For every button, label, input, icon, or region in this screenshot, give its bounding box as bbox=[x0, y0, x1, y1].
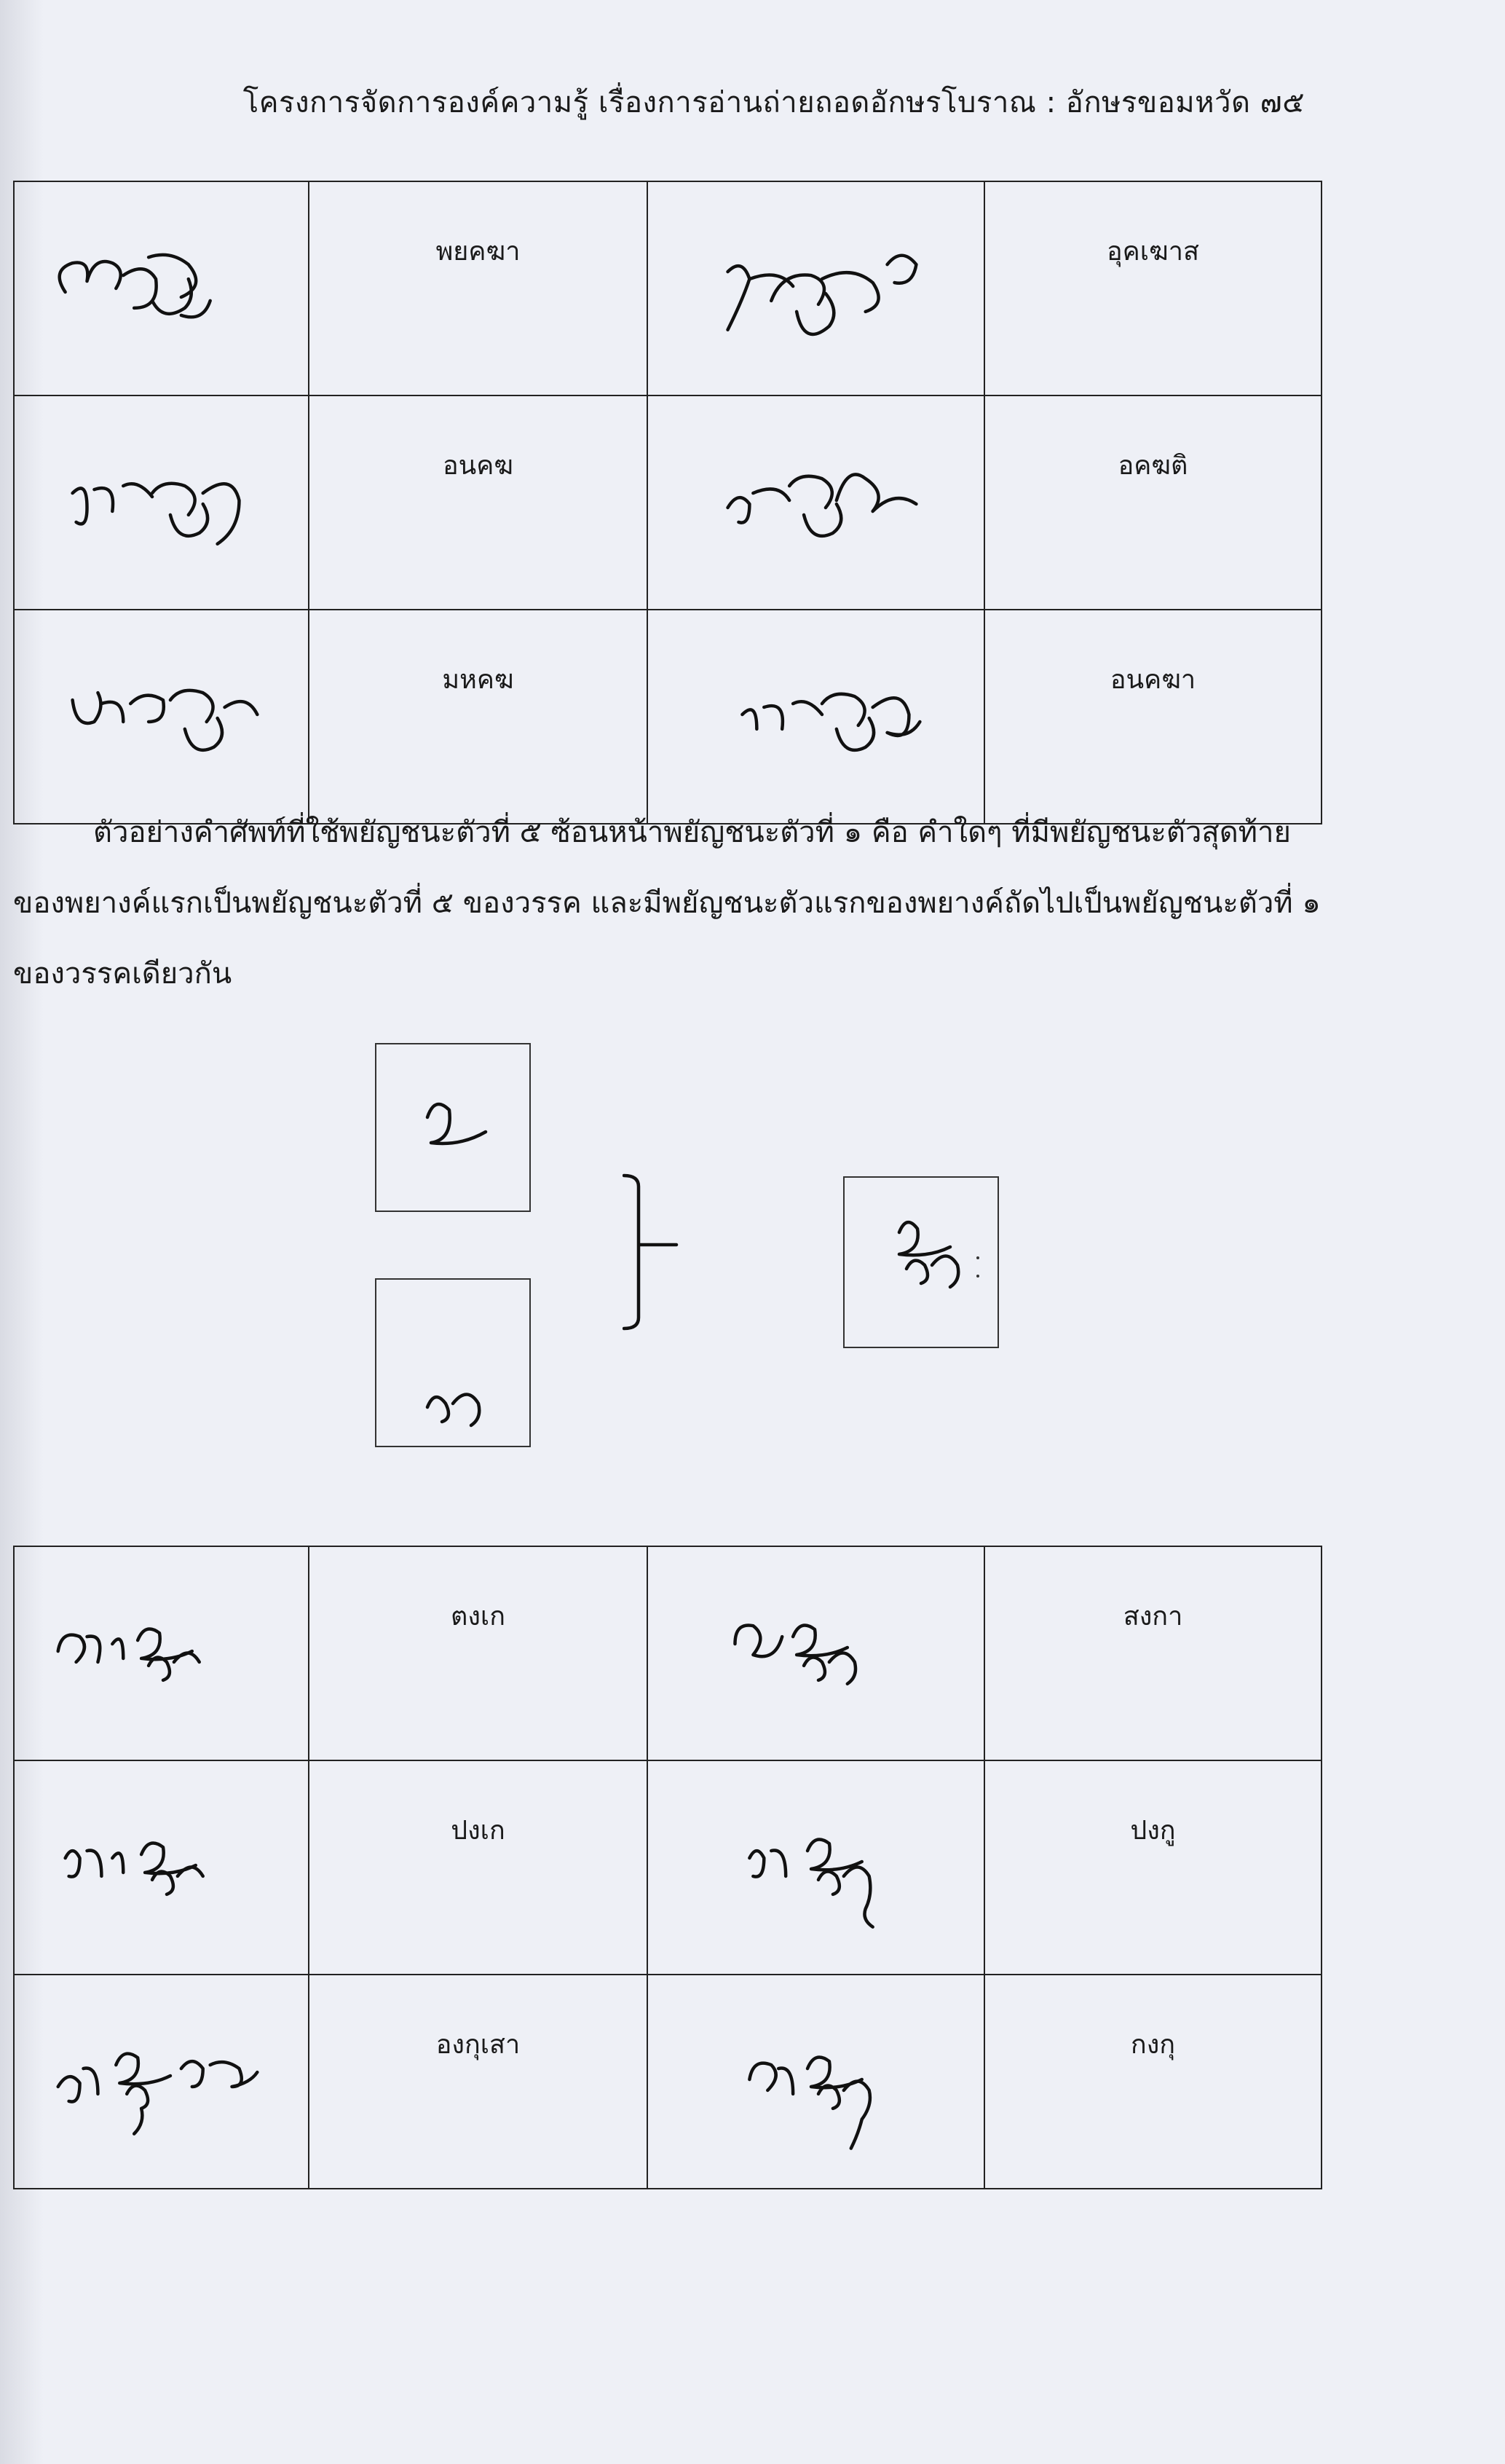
paragraph-line: ตัวอย่างคำศัพท์ที่ใช้พยัญชนะตัวที่ ๕ ซ้อนหน้าพยัญชนะตัวที่ ๑ คือ คำใดๆ ที่มีพยัญชนะตัวสุดท้าย bbox=[93, 816, 1291, 849]
example-table-gha bbox=[13, 181, 1322, 824]
khmer-script-image bbox=[14, 181, 309, 395]
example-table-ng-k bbox=[13, 1546, 1322, 2189]
khmer-script-image bbox=[647, 610, 984, 824]
transliteration: มหคฆ bbox=[309, 610, 647, 824]
transliteration: ปงกู bbox=[984, 1760, 1322, 1975]
transliteration: สงกา bbox=[984, 1546, 1322, 1760]
table-row bbox=[14, 1975, 1322, 2189]
khmer-script-image bbox=[14, 1546, 309, 1760]
khmer-script-image bbox=[14, 1975, 309, 2189]
khmer-script-image bbox=[647, 1975, 984, 2189]
khmer-script-image bbox=[14, 1760, 309, 1975]
transliteration: อนคฆา bbox=[984, 610, 1322, 824]
table-row bbox=[14, 1760, 1322, 1975]
transliteration: ตงเก bbox=[309, 1546, 647, 1760]
transliteration: กงกุ bbox=[984, 1975, 1322, 2189]
consonant-box-first bbox=[375, 1278, 531, 1447]
khmer-script-image bbox=[647, 181, 984, 395]
page-header: โครงการจัดการองค์ความรู้ เรื่องการอ่านถ่ายถอดอักษรโบราณ : อักษรขอมหวัด ๗๕ bbox=[242, 86, 1305, 119]
table-row bbox=[14, 181, 1322, 395]
transliteration: ปงเก bbox=[309, 1760, 647, 1975]
transliteration: องกุเสา bbox=[309, 1975, 647, 2189]
khmer-script-image bbox=[647, 1546, 984, 1760]
transliteration: อุคเฆาส bbox=[984, 181, 1322, 395]
consonant-box-fifth bbox=[375, 1043, 531, 1212]
khmer-script-image bbox=[14, 395, 309, 610]
paragraph-line: ของวรรคเดียวกัน bbox=[13, 957, 232, 991]
explanation-paragraph bbox=[13, 798, 1324, 1009]
khmer-script-image bbox=[14, 610, 309, 824]
combined-consonant-box bbox=[843, 1176, 999, 1348]
table-row bbox=[14, 395, 1322, 610]
transliteration: อนคฆ bbox=[309, 395, 647, 610]
transliteration: พยคฆา bbox=[309, 181, 647, 395]
khmer-script-image bbox=[647, 1760, 984, 1975]
table-row bbox=[14, 1546, 1322, 1760]
paragraph-line: ของพยางค์แรกเป็นพยัญชนะตัวที่ ๕ ของวรรค และมีพยัญชนะตัวแรกของพยางค์ถัดไปเป็นพยัญชนะตัวที่ ๑ bbox=[13, 886, 1321, 920]
merge-bracket bbox=[623, 1173, 681, 1333]
table-row bbox=[14, 610, 1322, 824]
khmer-script-image bbox=[647, 395, 984, 610]
transliteration: อคฆติ bbox=[984, 395, 1322, 610]
